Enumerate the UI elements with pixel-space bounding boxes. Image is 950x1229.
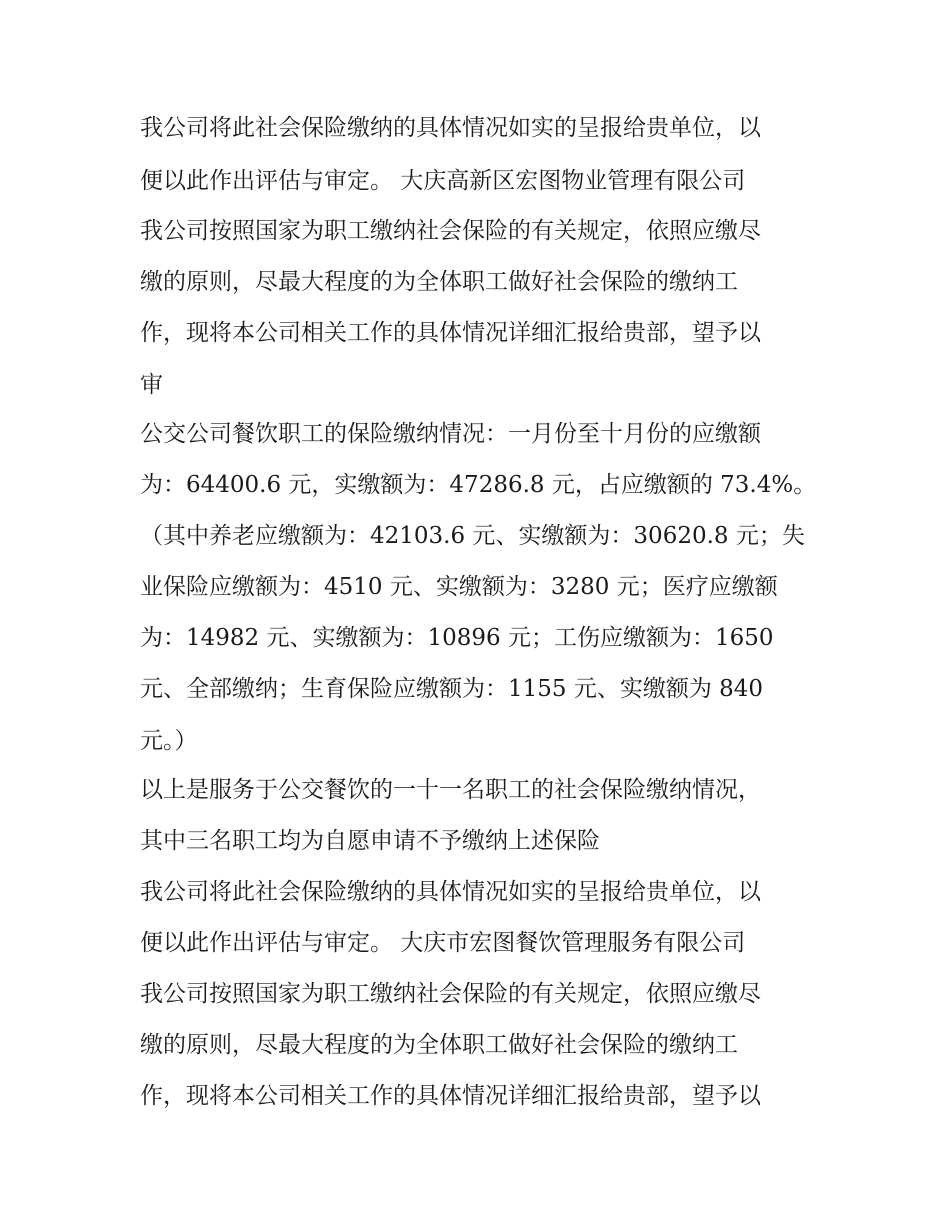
text-line: 业保险应缴额为：4510 元、实缴额为：3280 元；医疗应缴额 (140, 574, 778, 600)
text-line: 我公司按照国家为职工缴纳社会保险的有关规定，依照应缴尽 (140, 981, 761, 1007)
text-line: 公交公司餐饮职工的保险缴纳情况：一月份至十月份的应缴额 (140, 421, 761, 447)
text-line: 缴的原则，尽最大程度的为全体职工做好社会保险的缴纳工 (140, 269, 738, 295)
text-line: 作，现将本公司相关工作的具体情况详细汇报给贵部，望予以 (140, 1083, 761, 1109)
text-line: 为：64400.6 元，实缴额为：47286.8 元，占应缴额的 73.4%。 (140, 472, 817, 498)
text-line: 作，现将本公司相关工作的具体情况详细汇报给贵部，望予以 (140, 320, 761, 346)
text-line: 我公司将此社会保险缴纳的具体情况如实的呈报给贵单位，以 (140, 115, 761, 141)
text-line: 以上是服务于公交餐饮的一十一名职工的社会保险缴纳情况， (140, 777, 761, 803)
text-line: （其中养老应缴额为：42103.6 元、实缴额为：30620.8 元；失 (140, 523, 805, 549)
text-line: 我公司将此社会保险缴纳的具体情况如实的呈报给贵单位，以 (140, 879, 761, 905)
text-line: 为：14982 元、实缴额为：10896 元；工伤应缴额为：1650 (140, 625, 774, 651)
text-line: 审 (140, 372, 163, 398)
text-line: 便以此作出评估与审定。 大庆高新区宏图物业管理有限公司 (140, 168, 746, 194)
text-line: 我公司按照国家为职工缴纳社会保险的有关规定，依照应缴尽 (140, 218, 761, 244)
text-line: 便以此作出评估与审定。 大庆市宏图餐饮管理服务有限公司 (140, 930, 746, 956)
text-line: 元。） (140, 728, 198, 754)
text-line: 其中三名职工均为自愿申请不予缴纳上述保险 (140, 828, 600, 854)
text-line: 缴的原则，尽最大程度的为全体职工做好社会保险的缴纳工 (140, 1032, 738, 1058)
text-line: 元、全部缴纳；生育保险应缴额为：1155 元、实缴额为 840 (140, 676, 764, 702)
